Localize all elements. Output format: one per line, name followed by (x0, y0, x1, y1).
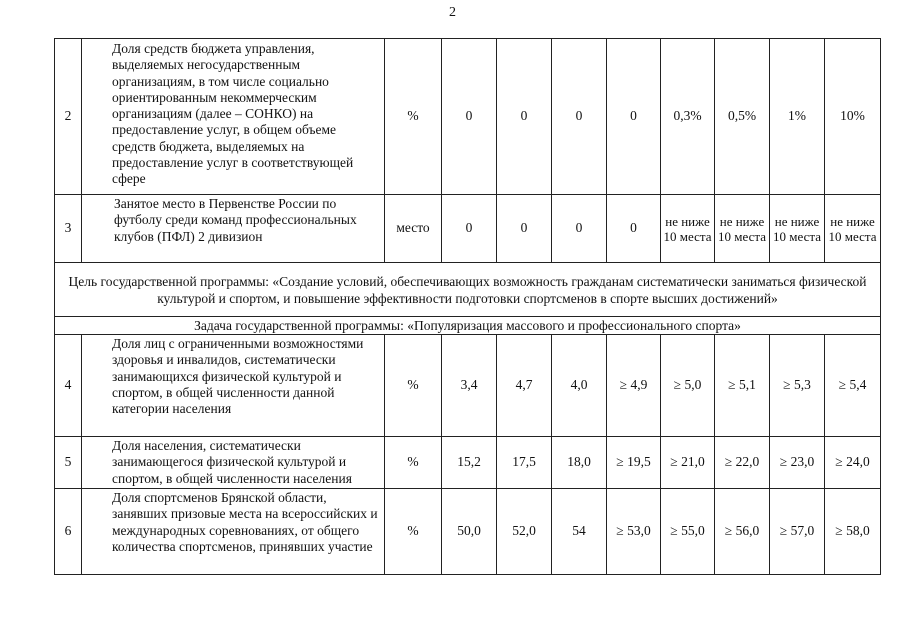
indicator-unit: % (385, 39, 442, 195)
indicator-value: ≥ 21,0 (661, 437, 715, 489)
task-row (55, 317, 881, 335)
indicator-value: ≥ 53,0 (607, 489, 661, 575)
indicator-value: 18,0 (552, 437, 607, 489)
indicator-value: ≥ 5,0 (661, 335, 715, 437)
table-row (55, 489, 881, 575)
indicator-value: 0 (442, 39, 497, 195)
indicator-value: 0 (552, 39, 607, 195)
indicator-value: 0 (607, 39, 661, 195)
indicator-value: 4,7 (497, 335, 552, 437)
indicator-value: не ниже 10 места (661, 195, 715, 263)
indicator-description: Доля населения, систематически занимающегося физической культурой и спортом, в общей численности населения (82, 437, 385, 489)
program-goal: Цель государственной программы: «Создание условий, обеспечивающих возможность гражданам систематически заниматься физической культурой и спортом, и повышение эффективности подготовки спортсменов в спорте высших достижений» (55, 263, 881, 317)
indicator-unit: % (385, 489, 442, 575)
indicator-unit: % (385, 335, 442, 437)
goal-row (55, 263, 881, 317)
indicator-value: не ниже 10 места (770, 195, 825, 263)
indicator-value: 0 (497, 39, 552, 195)
indicator-value: 52,0 (497, 489, 552, 575)
indicator-value: ≥ 24,0 (825, 437, 881, 489)
indicator-value: не ниже 10 места (825, 195, 881, 263)
row-number: 2 (55, 39, 82, 195)
table-row (55, 195, 881, 263)
table-row (55, 39, 881, 195)
row-number: 5 (55, 437, 82, 489)
indicator-value: 54 (552, 489, 607, 575)
indicator-value: ≥ 19,5 (607, 437, 661, 489)
indicator-value: 0 (442, 195, 497, 263)
indicator-description: Доля лиц с ограниченными возможностями здоровья и инвалидов, систематически занимающихся физической культурой и спортом, в общей численности данной категории населения (82, 335, 385, 437)
indicator-value: ≥ 22,0 (715, 437, 770, 489)
page-number: 2 (449, 5, 456, 20)
indicator-unit: место (385, 195, 442, 263)
indicator-value: 3,4 (442, 335, 497, 437)
indicator-value: ≥ 5,1 (715, 335, 770, 437)
indicator-description: Доля спортсменов Брянской области, занявших призовые места на всероссийских и международных соревнованиях, от общего количества спортсменов, принявших участие (82, 489, 385, 575)
indicator-description: Доля средств бюджета управления, выделяемых негосударственным организациям, в том числе социально ориентированным некоммерческим организациям (далее – СОНКО) на предоставление услуг, в общем объеме средств бюджета, выделяемых на предоставление услуг в соответствующей сфере (82, 39, 385, 195)
indicator-value: ≥ 57,0 (770, 489, 825, 575)
indicators-table (54, 38, 881, 575)
indicator-unit: % (385, 437, 442, 489)
indicator-description: Занятое место в Первенстве России по футболу среди команд профессиональных клубов (ПФЛ) 2 дивизион (82, 195, 385, 263)
indicator-value: 10% (825, 39, 881, 195)
row-number: 6 (55, 489, 82, 575)
indicator-value: 17,5 (497, 437, 552, 489)
indicator-value: 0,5% (715, 39, 770, 195)
table-row (55, 437, 881, 489)
row-number: 4 (55, 335, 82, 437)
indicator-value: 1% (770, 39, 825, 195)
table-row (55, 335, 881, 437)
indicator-value: ≥ 55,0 (661, 489, 715, 575)
indicator-value: 15,2 (442, 437, 497, 489)
indicator-value: 50,0 (442, 489, 497, 575)
indicator-value: не ниже 10 места (715, 195, 770, 263)
indicator-value: 4,0 (552, 335, 607, 437)
indicator-value: ≥ 58,0 (825, 489, 881, 575)
indicator-value: ≥ 5,3 (770, 335, 825, 437)
indicator-value: ≥ 5,4 (825, 335, 881, 437)
indicator-value: 0,3% (661, 39, 715, 195)
indicator-value: 0 (607, 195, 661, 263)
indicator-value: ≥ 4,9 (607, 335, 661, 437)
program-task: Задача государственной программы: «Популяризация массового и профессионального спорта» (55, 317, 881, 335)
row-number: 3 (55, 195, 82, 263)
indicator-value: ≥ 23,0 (770, 437, 825, 489)
indicator-value: 0 (552, 195, 607, 263)
indicator-value: 0 (497, 195, 552, 263)
indicator-value: ≥ 56,0 (715, 489, 770, 575)
